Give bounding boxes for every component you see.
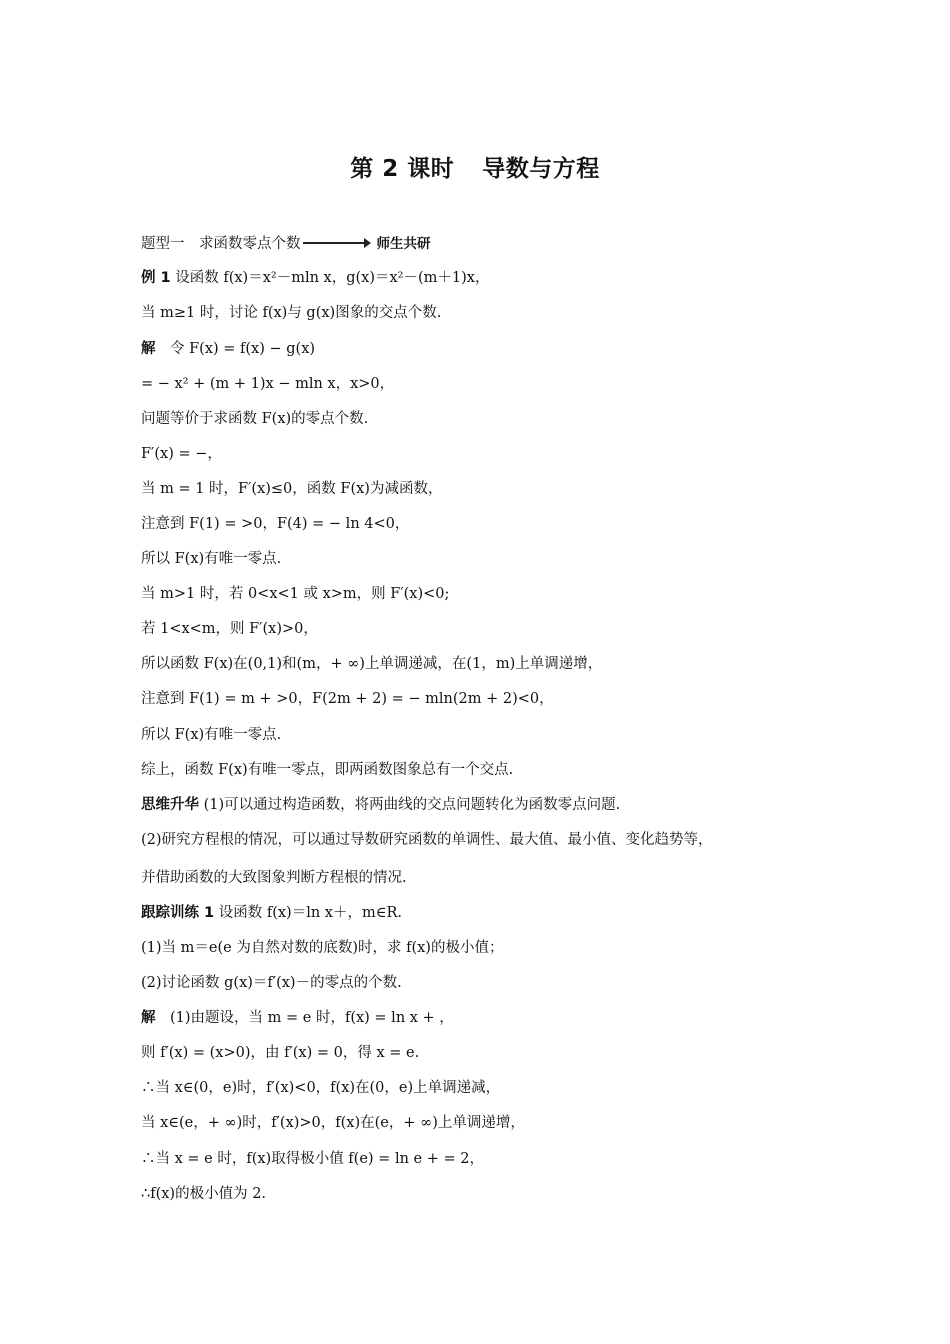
- text-line: (1)当 m＝e(e 为自然对数的底数)时，求 f(x)的极小值；: [141, 940, 504, 956]
- text-line: 则 f′(x) = (x>0)，由 f′(x) = 0，得 x = e.: [141, 1045, 420, 1061]
- text-line: 解 令 F(x) = f(x) − g(x): [141, 341, 316, 357]
- text-line: 注意到 F(1) = >0，F(4) = − ln 4<0，: [141, 516, 410, 532]
- text-line: (2)讨论函数 g(x)＝f′(x)－的零点的个数.: [141, 975, 402, 991]
- title-part2: 导数与方程: [482, 156, 600, 182]
- text-line: = − x² + (m + 1)x − mln x，x>0，: [141, 376, 395, 392]
- text-line: 注意到 F(1) = m + >0，F(2m + 2) = − mln(2m + 2)<0，: [141, 691, 554, 707]
- text-line: 若 1<x<m，则 F′(x)>0，: [141, 621, 318, 637]
- text-line: 当 m>1 时，若 0<x<1 或 x>m，则 F′(x)<0;: [141, 586, 450, 602]
- text-line: 跟踪训练 1 设函数 f(x)＝ln x＋，m∈R.: [141, 905, 402, 921]
- type-header-label: 题型一 求函数零点个数: [141, 236, 301, 252]
- page-title: [0, 150, 950, 183]
- keyword-label: 解: [141, 341, 156, 357]
- text-line: 问题等价于求函数 F(x)的零点个数.: [141, 411, 369, 427]
- text-line: (2)研究方程根的情况，可以通过导数研究函数的单调性、最大值、最小值、变化趋势等，: [141, 832, 713, 848]
- type-header-tag: 师生共研: [376, 236, 431, 252]
- text-line: ∴当 x∈(0，e)时，f′(x)<0，f(x)在(0，e)上单调递减，: [141, 1080, 501, 1096]
- text-line: 所以 F(x)有唯一零点.: [141, 551, 282, 567]
- title-part1: 第 2 课时: [350, 156, 455, 182]
- arrow-icon: [303, 242, 369, 244]
- keyword-label: 跟踪训练 1: [141, 905, 215, 921]
- text-line: 并借助函数的大致图象判断方程根的情况.: [141, 870, 407, 886]
- text-line: ∴当 x = e 时，f(x)取得极小值 f(e) = ln e + = 2，: [141, 1151, 484, 1167]
- type-header: [141, 234, 431, 254]
- text-line: 所以函数 F(x)在(0,1)和(m，+ ∞)上单调递减，在(1，m)上单调递增，: [141, 656, 603, 672]
- text-line: 当 m≥1 时，讨论 f(x)与 g(x)图象的交点个数.: [141, 305, 442, 321]
- text-line: 当 m = 1 时，F′(x)≤0，函数 F(x)为减函数，: [141, 481, 443, 497]
- text-line: ∴f(x)的极小值为 2.: [141, 1186, 267, 1202]
- keyword-label: 解: [141, 1010, 156, 1026]
- text-line: 解 (1)由题设，当 m = e 时，f(x) = ln x + ，: [141, 1010, 454, 1026]
- text-line: 例 1 设函数 f(x)＝x²－mln x，g(x)＝x²－(m＋1)x，: [141, 270, 490, 286]
- text-line: 思维升华 (1)可以通过构造函数，将两曲线的交点问题转化为函数零点问题.: [141, 797, 621, 813]
- text-line: 当 x∈(e，+ ∞)时，f′(x)>0，f(x)在(e，+ ∞)上单调递增，: [141, 1115, 525, 1131]
- keyword-label: 例 1: [141, 270, 171, 286]
- text-line: 综上，函数 F(x)有唯一零点，即两函数图象总有一个交点.: [141, 762, 514, 778]
- keyword-label: 思维升华: [141, 797, 199, 813]
- text-line: 所以 F(x)有唯一零点.: [141, 727, 282, 743]
- text-line: F′(x) = −，: [141, 446, 222, 462]
